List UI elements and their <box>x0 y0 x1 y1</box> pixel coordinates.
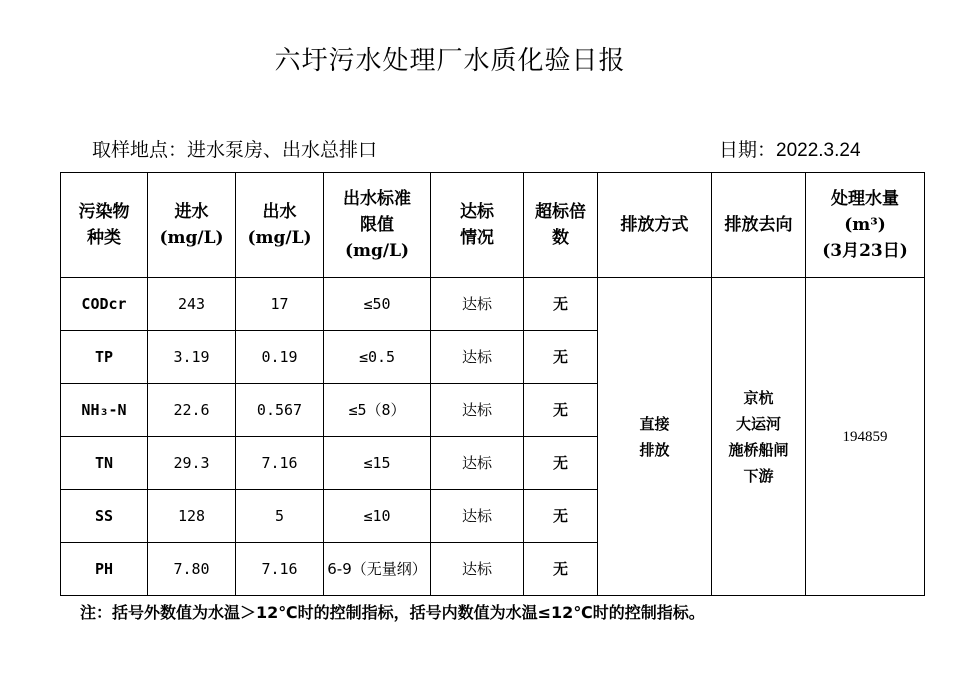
effluent-value: 0.19 <box>236 331 324 384</box>
standard-limit: ≤50 <box>324 278 431 331</box>
header-exceed: 超标倍 数 <box>524 173 598 278</box>
compliance-status: 达标 <box>431 437 524 490</box>
effluent-value: 0.567 <box>236 384 324 437</box>
header-pollutant: 污染物 种类 <box>61 173 148 278</box>
influent-value: 128 <box>148 490 236 543</box>
header-compliance: 达标 情况 <box>431 173 524 278</box>
standard-limit: ≤5（8） <box>324 384 431 437</box>
discharge-destination: 京杭 大运河 施桥船闸 下游 <box>712 278 806 596</box>
pollutant-name: CODcr <box>61 278 148 331</box>
pollutant-name: PH <box>61 543 148 596</box>
effluent-value: 5 <box>236 490 324 543</box>
exceed-multiple: 无 <box>524 543 598 596</box>
influent-value: 22.6 <box>148 384 236 437</box>
pollutant-name: SS <box>61 490 148 543</box>
discharge-method: 直接 排放 <box>598 278 712 596</box>
pollutant-name: TN <box>61 437 148 490</box>
influent-value: 3.19 <box>148 331 236 384</box>
exceed-multiple: 无 <box>524 437 598 490</box>
treated-volume: 194859 <box>806 278 925 596</box>
standard-limit: ≤10 <box>324 490 431 543</box>
header-discharge-method: 排放方式 <box>598 173 712 278</box>
compliance-status: 达标 <box>431 384 524 437</box>
footnote: 注：括号外数值为水温＞12℃时的控制指标，括号内数值为水温≤12℃时的控制指标。 <box>80 603 705 622</box>
exceed-multiple: 无 <box>524 278 598 331</box>
report-date: 日期：2022.3.24 <box>719 140 861 161</box>
standard-limit: ≤0.5 <box>324 331 431 384</box>
header-volume: 处理水量 (m³) (3月23日) <box>806 173 925 278</box>
exceed-multiple: 无 <box>524 384 598 437</box>
exceed-multiple: 无 <box>524 331 598 384</box>
water-quality-table <box>60 172 925 596</box>
effluent-value: 7.16 <box>236 543 324 596</box>
influent-value: 7.80 <box>148 543 236 596</box>
sampling-location: 取样地点：进水泵房、出水总排口 <box>92 139 378 161</box>
pollutant-name: TP <box>61 331 148 384</box>
exceed-multiple: 无 <box>524 490 598 543</box>
header-influent: 进水 (mg/L) <box>148 173 236 278</box>
influent-value: 29.3 <box>148 437 236 490</box>
header-standard: 出水标准 限值 (mg/L) <box>324 173 431 278</box>
report-title: 六圩污水处理厂水质化验日报 <box>274 46 626 76</box>
effluent-value: 17 <box>236 278 324 331</box>
table-header-row <box>61 173 925 278</box>
standard-limit: ≤15 <box>324 437 431 490</box>
compliance-status: 达标 <box>431 543 524 596</box>
compliance-status: 达标 <box>431 490 524 543</box>
compliance-status: 达标 <box>431 278 524 331</box>
header-effluent: 出水 (mg/L) <box>236 173 324 278</box>
pollutant-name: NH₃-N <box>61 384 148 437</box>
compliance-status: 达标 <box>431 331 524 384</box>
standard-limit: 6-9（无量纲） <box>324 543 431 596</box>
influent-value: 243 <box>148 278 236 331</box>
effluent-value: 7.16 <box>236 437 324 490</box>
header-discharge-destination: 排放去向 <box>712 173 806 278</box>
table-row <box>61 278 925 331</box>
